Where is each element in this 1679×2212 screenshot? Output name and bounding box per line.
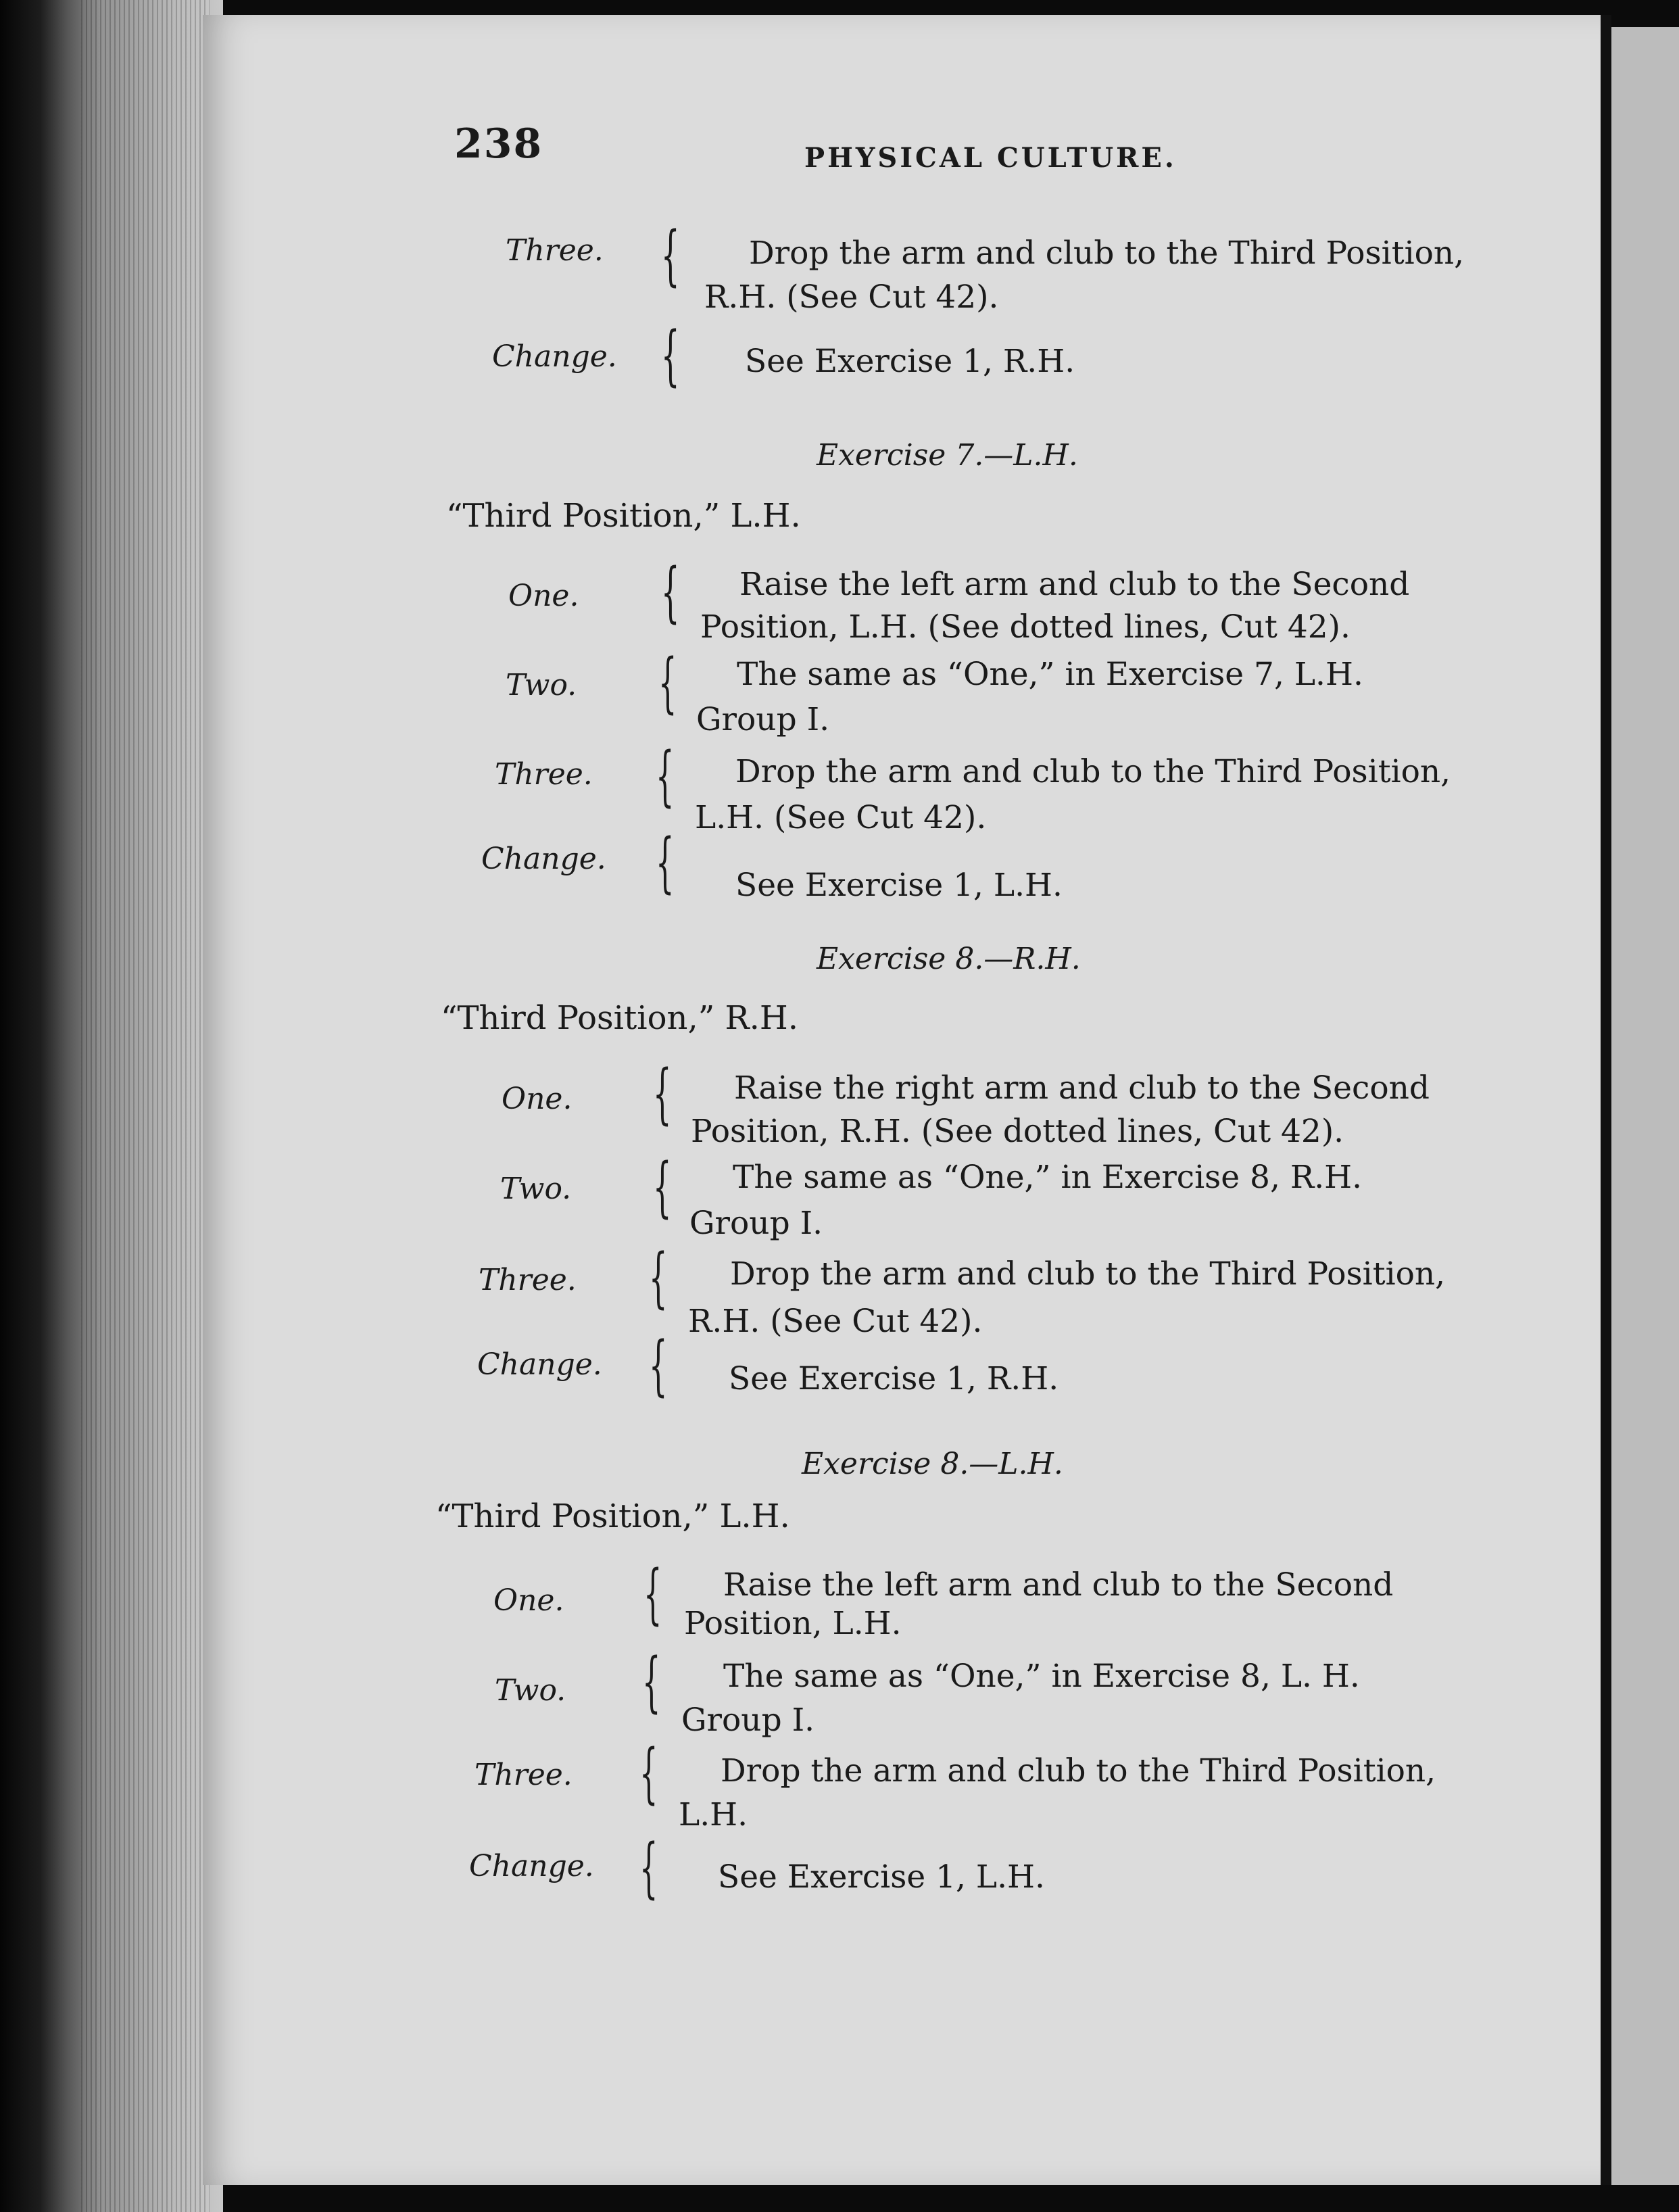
step-text-line: Drop the arm and club to the Third Position,: [735, 753, 1451, 790]
position-line: “Third Position,” R.H.: [441, 999, 799, 1037]
step-text-line: L.H.: [679, 1796, 748, 1833]
step-label-two: Two.: [500, 1172, 572, 1206]
step-label-three: Three.: [495, 757, 593, 792]
step-label-change: Change.: [492, 339, 617, 374]
step-text-line: R.H. (See Cut 42).: [688, 1303, 983, 1340]
page-edges: [81, 0, 210, 2212]
brace: {: [661, 218, 680, 293]
step-label-change: Change.: [477, 1347, 602, 1382]
step-text-line: Drop the arm and club to the Third Position,: [721, 1752, 1436, 1789]
brace: {: [653, 1056, 672, 1132]
step-text-line: See Exercise 1, L.H.: [718, 1858, 1045, 1896]
book-fore-edge: [0, 0, 223, 2212]
step-label-one: One.: [502, 1082, 573, 1116]
step-label-change: Change.: [481, 842, 606, 876]
step-text-line: Position, L.H. (See dotted lines, Cut 42).: [700, 608, 1350, 646]
step-label-two: Two.: [495, 1673, 566, 1708]
brace: {: [649, 1240, 668, 1316]
brace: {: [658, 645, 677, 721]
step-text-line: L.H. (See Cut 42).: [695, 799, 987, 836]
step-text-line: Group I.: [689, 1205, 823, 1242]
position-line: “Third Position,” L.H.: [435, 1497, 790, 1535]
step-label-one: One.: [493, 1583, 564, 1618]
step-text-line: Drop the arm and club to the Third Position,: [749, 235, 1465, 272]
brace: {: [656, 825, 675, 900]
step-text-line: R.H. (See Cut 42).: [704, 279, 999, 316]
page-number: 238: [454, 120, 543, 168]
step-text-line: Group I.: [696, 701, 830, 738]
step-text-line: Raise the left arm and club to the Second: [723, 1566, 1394, 1604]
brace: {: [639, 1830, 658, 1906]
brace: {: [656, 738, 675, 814]
step-label-three: Three.: [506, 233, 604, 268]
step-label-change: Change.: [469, 1849, 594, 1883]
step-text-line: The same as “One,” in Exercise 7, L.H.: [737, 656, 1363, 693]
step-text-line: See Exercise 1, R.H.: [729, 1360, 1059, 1397]
step-label-two: Two.: [506, 668, 577, 702]
step-label-three: Three.: [479, 1263, 577, 1297]
step-text-line: The same as “One,” in Exercise 8, R.H.: [733, 1159, 1363, 1196]
exercise-heading: Exercise 8.—R.H.: [817, 942, 1081, 976]
brace: {: [639, 1735, 658, 1811]
brace: {: [661, 554, 680, 630]
step-text-line: See Exercise 1, R.H.: [745, 343, 1075, 380]
brace: {: [649, 1328, 668, 1403]
step-text-line: Position, R.H. (See dotted lines, Cut 42).: [691, 1113, 1344, 1150]
position-line: “Third Position,” L.H.: [446, 497, 801, 535]
page-gutter: [1601, 15, 1611, 2185]
step-text-line: The same as “One,” in Exercise 8, L. H.: [723, 1658, 1360, 1695]
step-text-line: Raise the left arm and club to the Second: [739, 566, 1410, 603]
step-text-line: See Exercise 1, L.H.: [735, 867, 1063, 904]
brace: {: [643, 1556, 662, 1632]
brace: {: [642, 1644, 661, 1720]
brace: {: [653, 1149, 672, 1225]
step-label-three: Three.: [474, 1758, 573, 1792]
running-title: PHYSICAL CULTURE.: [804, 142, 1177, 174]
exercise-heading: Exercise 8.—L.H.: [802, 1447, 1063, 1481]
step-text-line: Group I.: [681, 1702, 815, 1739]
brace: {: [661, 318, 680, 393]
exercise-heading: Exercise 7.—L.H.: [817, 438, 1078, 473]
step-text-line: Raise the right arm and club to the Second: [734, 1069, 1430, 1107]
step-label-one: One.: [508, 579, 579, 613]
step-text-line: Drop the arm and club to the Third Position,: [730, 1255, 1446, 1293]
facing-page-edge: [1611, 27, 1679, 2185]
step-text-line: Position, L.H.: [684, 1605, 902, 1642]
